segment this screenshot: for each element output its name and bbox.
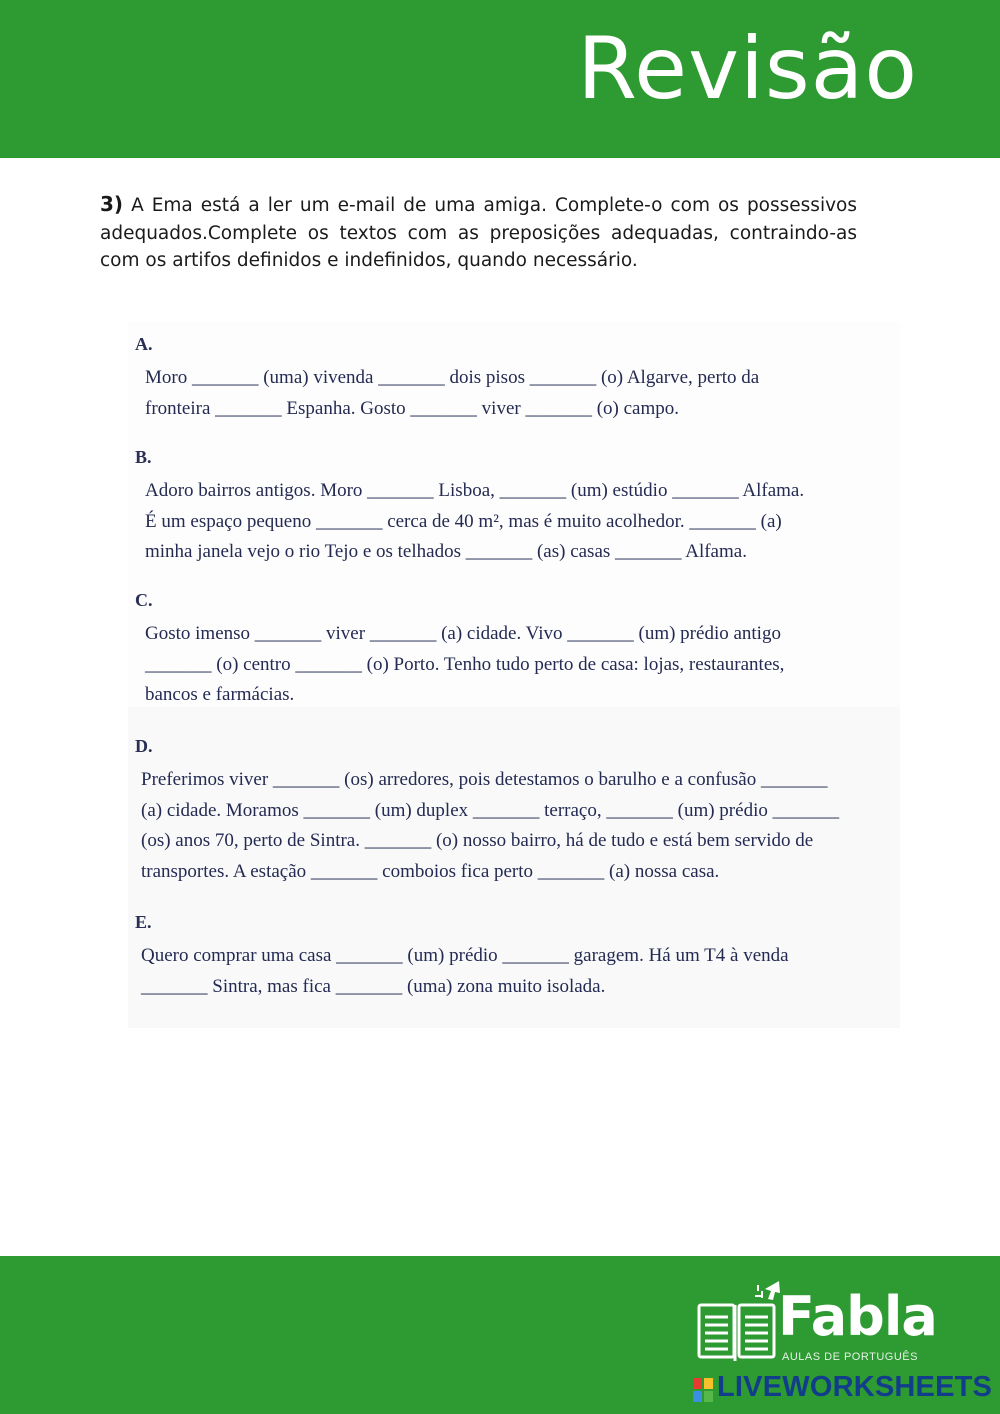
section-label: C. (135, 590, 153, 610)
text-line: fronteira _______ Espanha. Gosto _______ viver _______ (o) campo. (145, 397, 680, 419)
exercise-instructions (100, 191, 857, 275)
section-d (128, 736, 900, 887)
instructions-text: A Ema está a ler um e-mail de uma amiga. Complete-o com os possessivos adequados.Complete os textos com as preposições adequadas, contraindo-as com os artifos definidos e indefinidos, quando necessário. (100, 195, 857, 271)
section-c (128, 590, 900, 711)
section-b (128, 447, 900, 568)
section-label: E. (135, 912, 152, 932)
text-line: É um espaço pequeno _______ cerca de 40 m², mas é muito acolhedor. _______ (a) (145, 510, 782, 532)
section-a (128, 334, 900, 424)
liveworksheets-icon (693, 1378, 713, 1402)
text-line: minha janela vejo o rio Tejo e os telhados _______ (as) casas _______ Alfama. (145, 541, 747, 562)
open-book-icon (695, 1275, 780, 1370)
section-label: A. (135, 334, 153, 354)
text-line: transportes. A estação _______ comboios fica perto _______ (a) nossa casa. (141, 860, 720, 882)
text-line: _______ Sintra, mas fica _______ (uma) zona muito isolada. (141, 975, 606, 997)
section-label: B. (135, 447, 152, 467)
page-title: Revisão (577, 19, 918, 119)
exercise-number: 3) (100, 192, 124, 216)
text-line: Moro _______ (uma) vivenda _______ dois pisos _______ (o) Algarve, perto da (145, 367, 760, 388)
liveworksheets-logo[interactable]: LIVEWORKSHEETS (717, 1371, 993, 1403)
text-line: Quero comprar uma casa _______ (um) prédio _______ garagem. Há um T4 à venda (141, 945, 789, 966)
text-line: (os) anos 70, perto de Sintra. _______ (o) nosso bairro, há de tudo e está bem servido de (141, 830, 814, 851)
fabla-logo: Fabla (778, 1285, 937, 1348)
header-banner (0, 0, 1000, 158)
text-line: Gosto imenso _______ viver _______ (a) cidade. Vivo _______ (um) prédio antigo (145, 623, 781, 644)
fabla-tagline: AULAS DE PORTUGUÊS (782, 1351, 918, 1363)
text-line: Preferimos viver _______ (os) arredores, pois detestamos o barulho e a confusão _______ (141, 769, 828, 790)
text-line: (a) cidade. Moramos _______ (um) duplex _______ terraço, _______ (um) prédio _______ (141, 799, 840, 821)
text-line: Adoro bairros antigos. Moro _______ Lisboa, _______ (um) estúdio _______ Alfama. (145, 480, 805, 501)
text-line: bancos e farmácias. (145, 684, 295, 705)
section-label: D. (135, 736, 153, 756)
exercise-scan (128, 322, 900, 1028)
text-line: _______ (o) centro _______ (o) Porto. Tenho tudo perto de casa: lojas, restaurantes, (145, 653, 785, 675)
section-e (128, 912, 900, 1002)
